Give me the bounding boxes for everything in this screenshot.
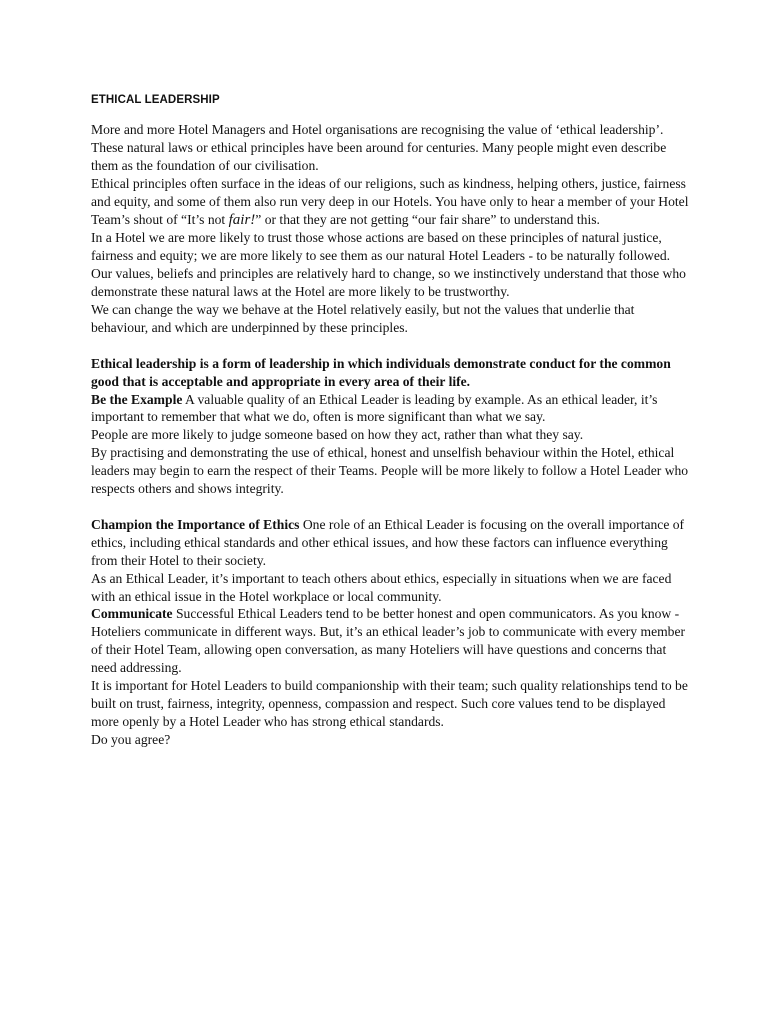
intro-paragraph-3-start: Ethical principles often surface in the ideas of our religions, such as kindness, helping others, justice, fairness and equity, and some of them also run very deep in our Hotels. You have only to hear a member of your Hotel Team’s shout of “It’s not xyxy=(91,175,689,227)
intro-paragraph-6: We can change the way we behave at the Hotel relatively easily, but not the values that underlie that behaviour, and which are underpinned by these principles. xyxy=(91,302,635,335)
champion-paragraph-1 xyxy=(91,516,691,570)
example-text: A valuable quality of an Ethical Leader is leading by example. As an ethical leader, it’s important to remember that what we do, often is more significant than what we say. xyxy=(91,391,658,425)
document-title: ETHICAL LEADERSHIP xyxy=(91,94,220,106)
intro-paragraph-5: Our values, beliefs and principles are relatively hard to change, so we instinctively understand that those who demonstrate these natural laws at the Hotel are more likely to be trustworthy. xyxy=(91,266,686,300)
intro-paragraph-2: These natural laws or ethical principles have been around for centuries. Many people might even describe them as the foundation of our civilisation. xyxy=(91,139,667,173)
example-paragraph-2: People are more likely to judge someone based on how they act, rather than what they say. xyxy=(91,427,584,443)
champion-text: One role of an Ethical Leader is focusing on the overall importance of ethics, including ethical standards and other ethical issues, and how these factors can influence everything from their Hotel to their society. xyxy=(91,516,685,568)
communicate-paragraph-1 xyxy=(91,605,691,677)
paragraph-gap xyxy=(91,498,691,516)
intro-paragraph-1: More and more Hotel Managers and Hotel organisations are recognising the value of ‘ethical leadership’. xyxy=(91,122,664,137)
example-heading: Be the Example xyxy=(91,391,183,407)
paragraph-gap xyxy=(91,337,691,355)
intro-paragraph-3-end: ” or that they are not getting “our fair share” to understand this. xyxy=(255,211,600,227)
communicate-paragraph-2: It is important for Hotel Leaders to build companionship with their team; such quality relationships tend to be built on trust, fairness, integrity, openness, compassion and respect. Such core values tend to be displayed more openly by a Hotel Leader who has strong ethical standards. xyxy=(91,678,688,729)
champion-heading: Champion the Importance of Ethics xyxy=(91,516,300,532)
fair-emphasis: fair! xyxy=(228,211,256,228)
definition-paragraph xyxy=(91,355,691,391)
champion-paragraph-2: As an Ethical Leader, it’s important to teach others about ethics, especially in situations when we are faced with an ethical issue in the Hotel workplace or local community. xyxy=(91,570,672,604)
definition-text: Ethical leadership is a form of leadership in which individuals demonstrate conduct for the common good that is acceptable and appropriate in every area of their life. xyxy=(91,355,671,389)
document-page xyxy=(91,92,691,749)
communicate-text: Successful Ethical Leaders tend to be better honest and open communicators. As you know - Hoteliers communicate in different ways. But, it’s an ethical leader’s job to communicate with every member of their Hotel Team, allowing open conversation, as many Hoteliers will have questions and concerns that need addressing. xyxy=(91,606,686,676)
communicate-heading: Communicate xyxy=(91,606,173,622)
example-paragraph-1 xyxy=(91,391,691,427)
closing-question: Do you agree? xyxy=(91,731,171,747)
intro-paragraph-4: In a Hotel we are more likely to trust those whose actions are based on these principles of natural justice, fairness and equity; we are more likely to see them as our natural Hotel Leaders - to be naturally followed. xyxy=(91,230,671,264)
intro-paragraph-3 xyxy=(91,175,691,230)
example-paragraph-3: By practising and demonstrating the use of ethical, honest and unselfish behaviour within the Hotel, ethical leaders may begin to earn the respect of their Teams. People will be more likely to follow a Hotel Leader who respects others and shows integrity. xyxy=(91,445,689,497)
